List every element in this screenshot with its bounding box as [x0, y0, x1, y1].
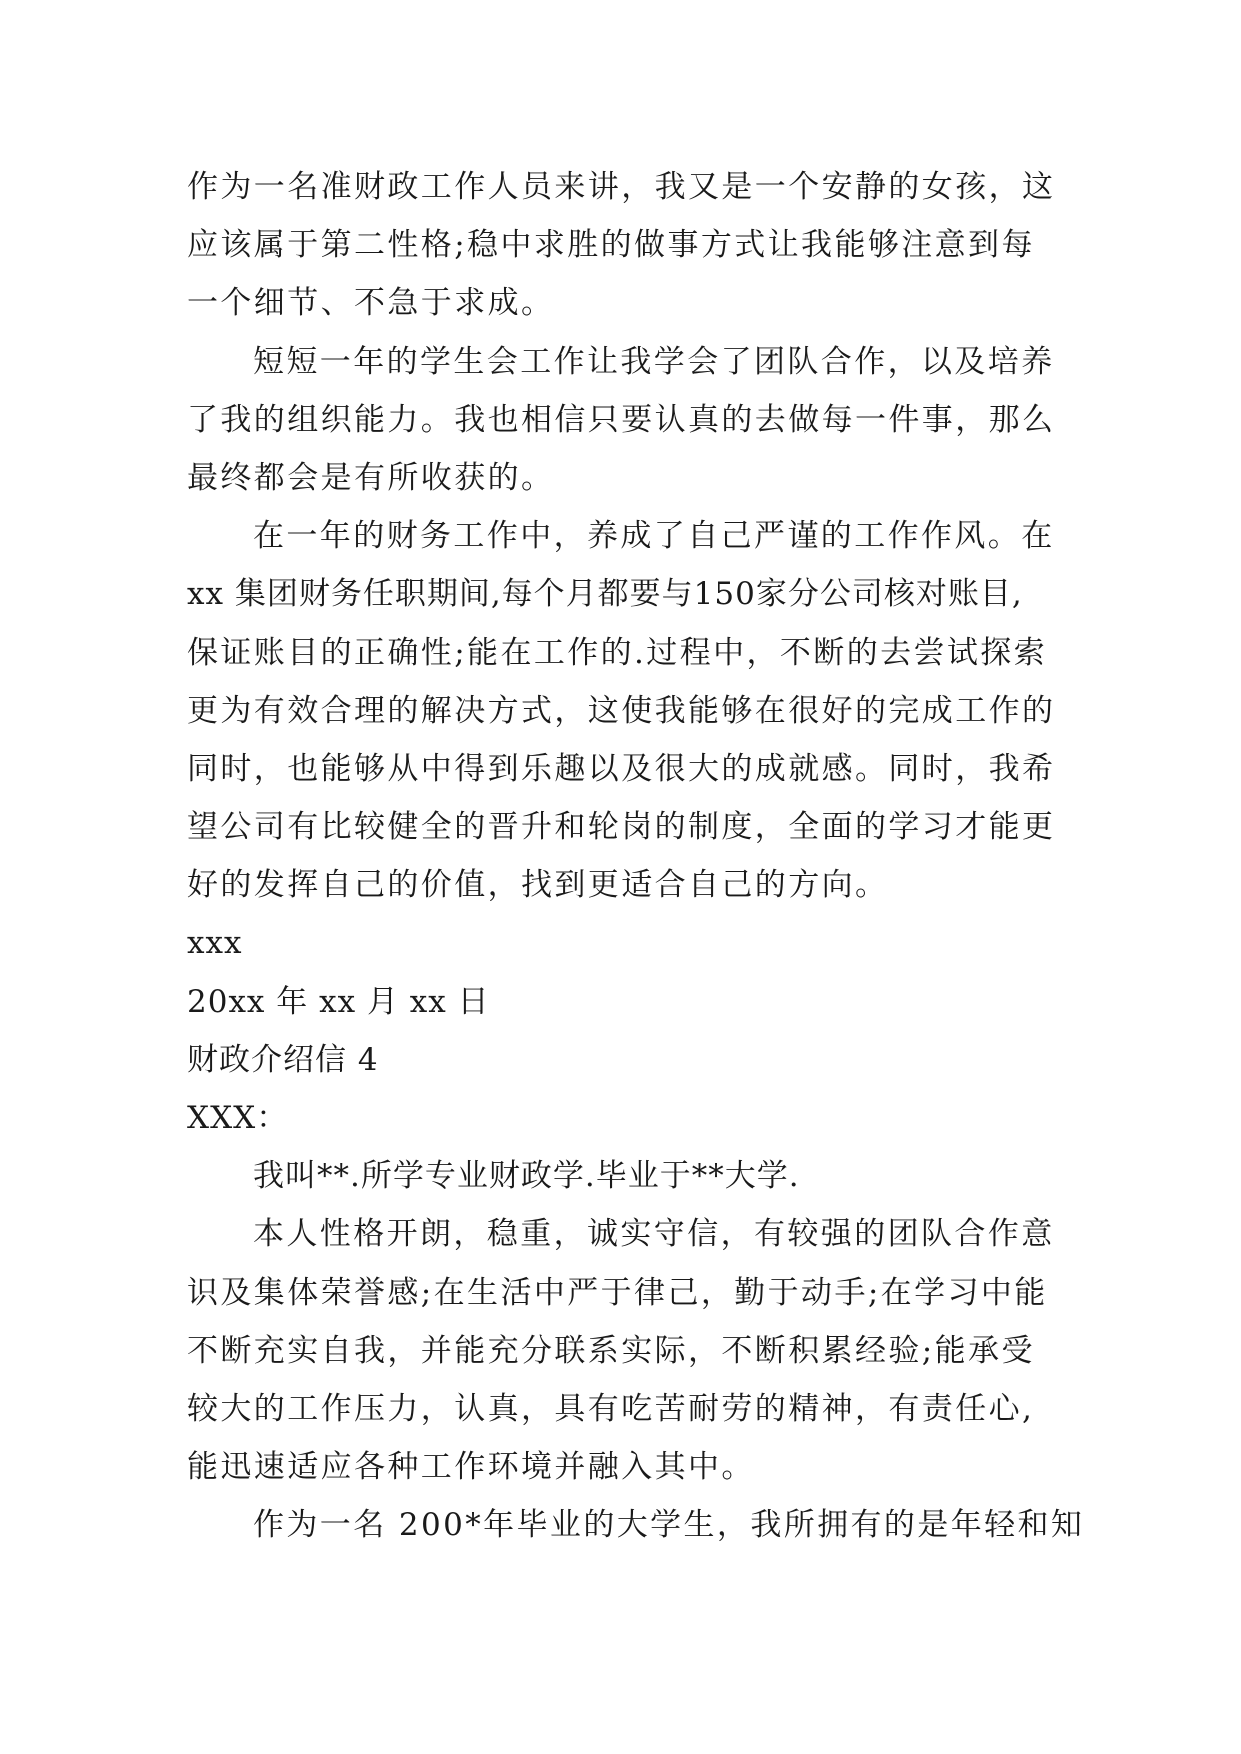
text-line: 望公司有比较健全的晋升和轮岗的制度，全面的学习才能更 [187, 809, 1056, 846]
text-line: 较大的工作压力，认真，具有吃苦耐劳的精神，有责任心, [187, 1390, 1035, 1427]
text-line: 本人性格开朗，稳重，诚实守信，有较强的团队合作意 [253, 1216, 1055, 1253]
text-line: 保证账目的正确性;能在工作的.过程中，不断的去尝试探索 [187, 634, 1048, 671]
text-line: 同时，也能够从中得到乐趣以及很大的成就感。同时，我希 [187, 750, 1056, 787]
text-line: 短短一年的学生会工作让我学会了团队合作，以及培养 [253, 343, 1055, 380]
text-line: 一个细节、不急于求成。 [187, 285, 555, 322]
signature-name: xxx [187, 925, 243, 962]
text-line: 更为有效合理的解决方式，这使我能够在很好的完成工作的 [187, 692, 1056, 729]
text-line: 作为一名 200*年毕业的大学生，我所拥有的是年轻和知 [253, 1507, 1085, 1544]
text-line: 能迅速适应各种工作环境并融入其中。 [187, 1449, 755, 1486]
text-line: 了我的组织能力。我也相信只要认真的去做每一件事，那么 [187, 401, 1056, 438]
text-line: 识及集体荣誉感;在生活中严于律己，勤于动手;在学习中能 [187, 1274, 1048, 1311]
letter-body [187, 158, 1085, 1555]
text-line: 应该属于第二性格;稳中求胜的做事方式让我能够注意到每 [187, 227, 1035, 264]
text-line: 我叫**.所学专业财政学.毕业于**大学. [253, 1158, 800, 1195]
text-line: 最终都会是有所收获的。 [187, 459, 555, 496]
text-line: xx 集团财务任职期间,每个月都要与150家分公司核对账目, [187, 576, 1023, 613]
text-line: 作为一名准财政工作人员来讲，我又是一个安静的女孩，这 [187, 169, 1056, 205]
section-title: 财政介绍信 4 [187, 1041, 379, 1078]
letter-date: 20xx 年 xx 月 xx 日 [187, 983, 490, 1020]
letter-salutation: XXX： [187, 1100, 289, 1136]
text-line: 不断充实自我，并能充分联系实际，不断积累经验;能承受 [187, 1332, 1035, 1369]
text-line: 好的发挥自己的价值，找到更适合自己的方向。 [187, 867, 889, 904]
text-line: 在一年的财务工作中，养成了自己严谨的工作作风。在 [253, 518, 1055, 555]
